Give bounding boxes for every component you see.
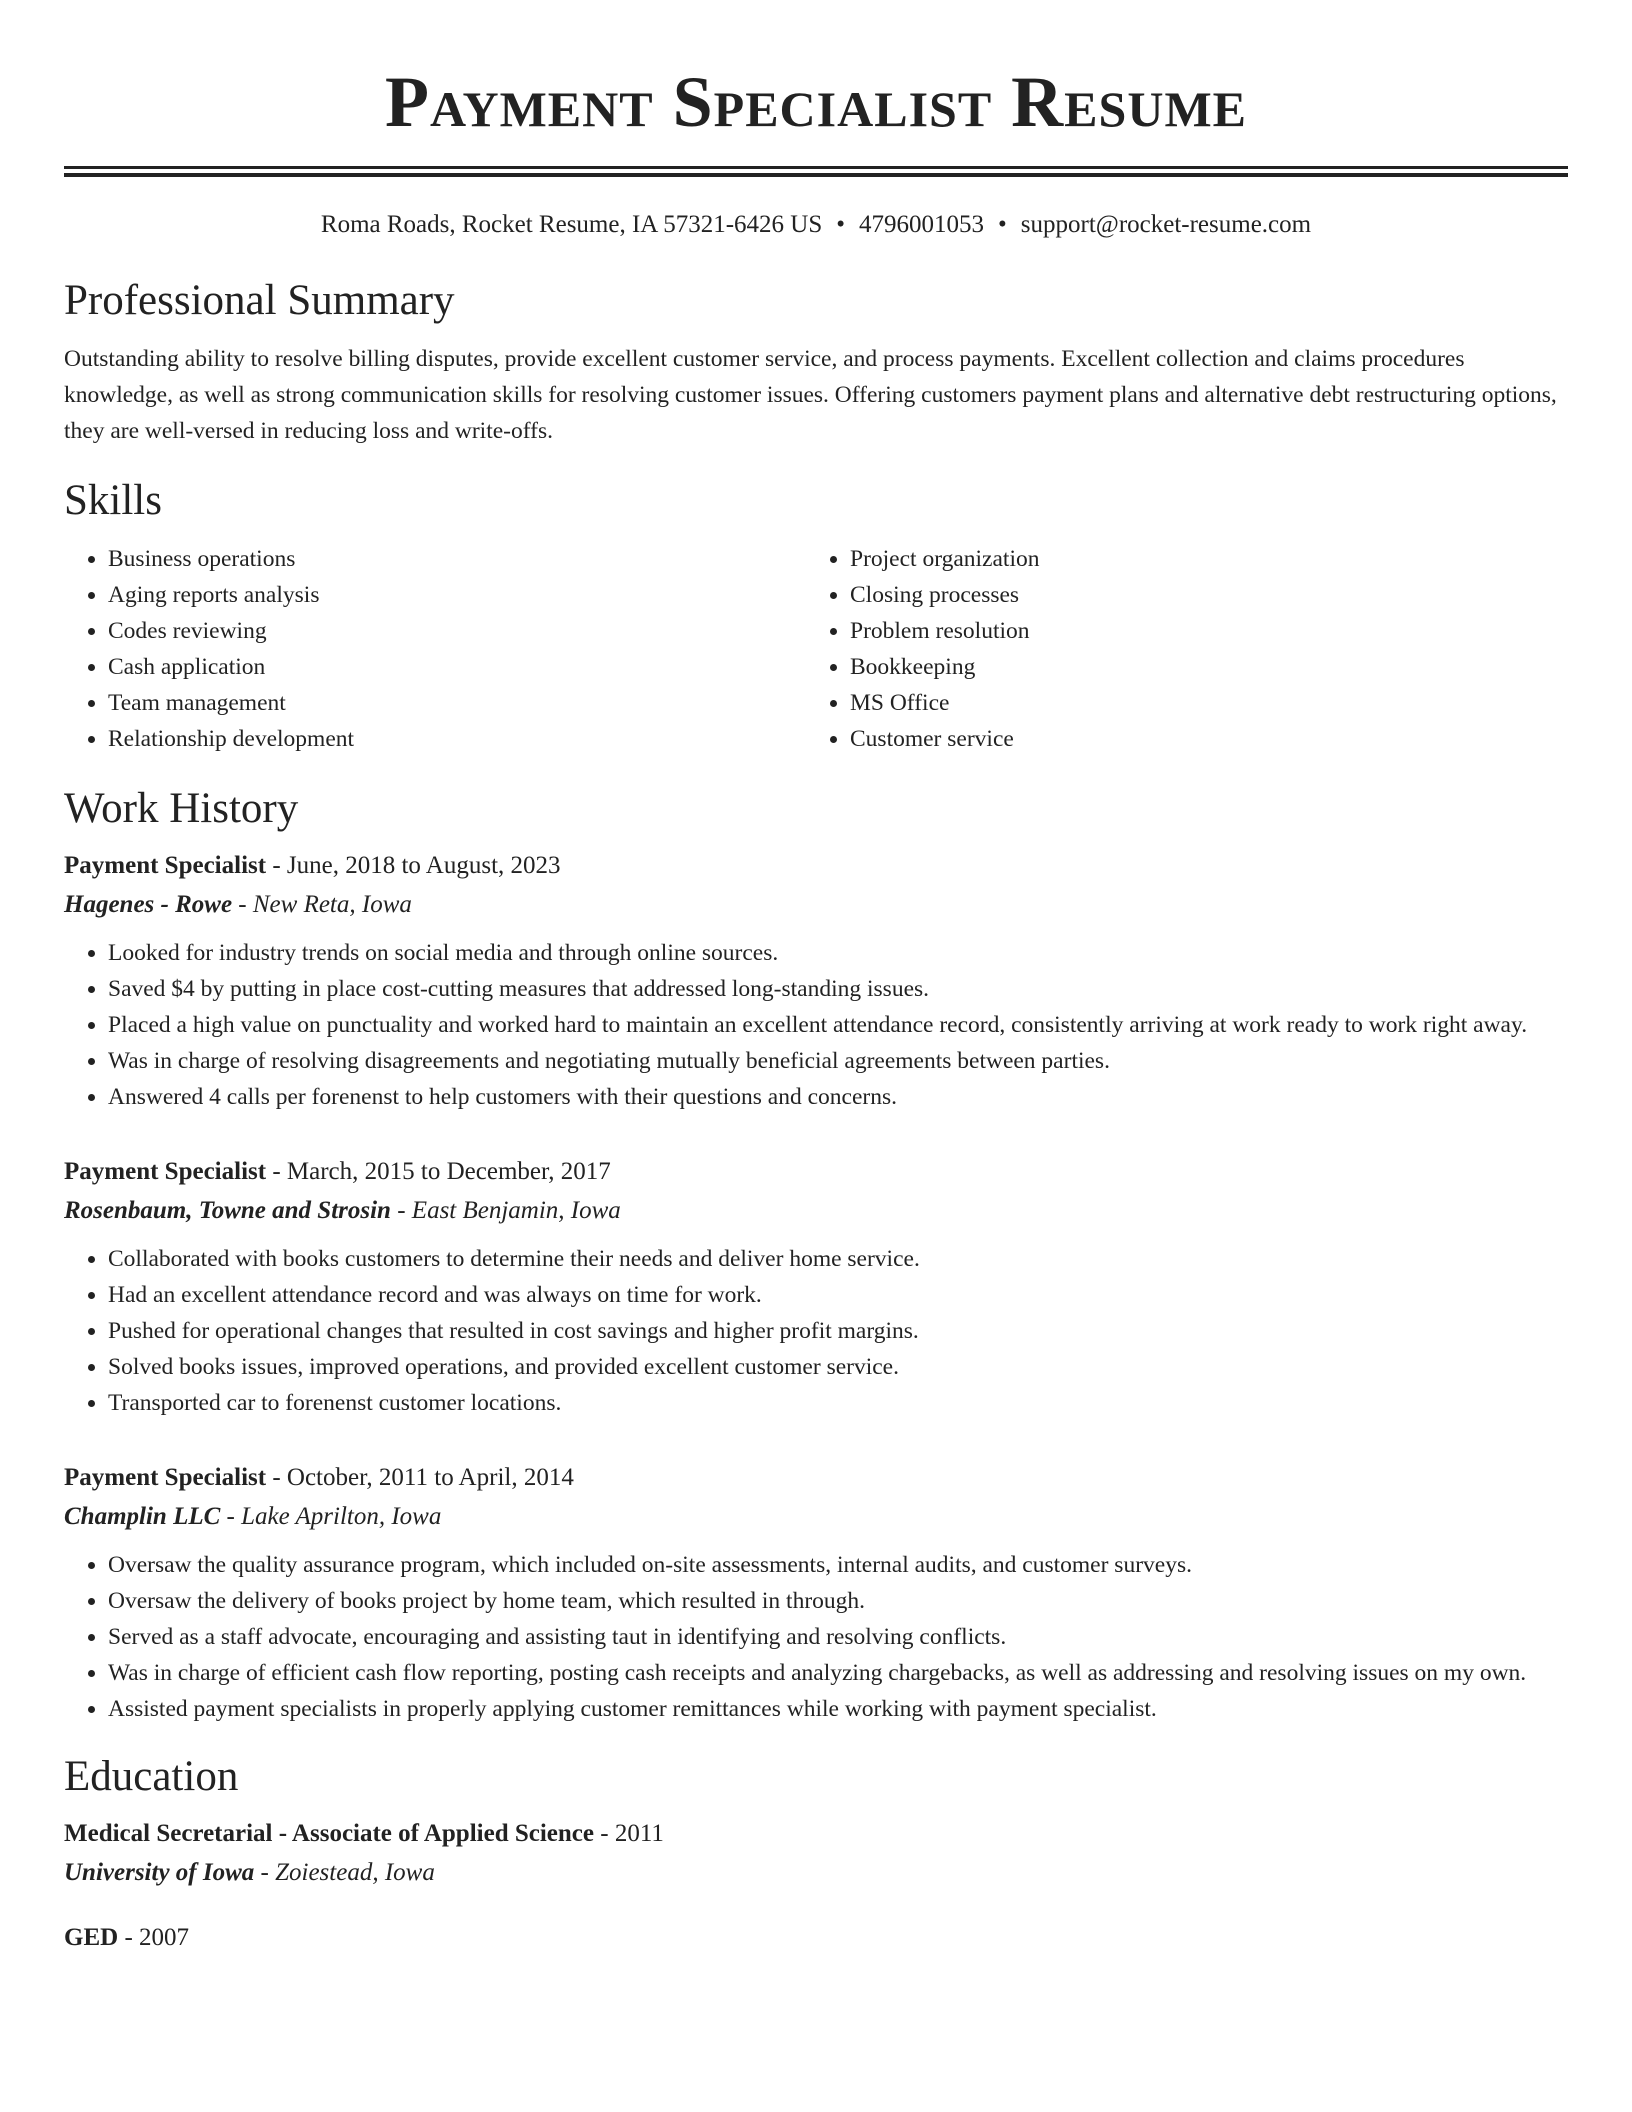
job-title: Payment Specialist — [64, 852, 267, 879]
duty-item: • Saved $4 by putting in place cost-cutting measures that addressed long-standing issues. — [108, 971, 1568, 1007]
duty-item: • Placed a high value on punctuality and worked hard to maintain an excellent attendance record, consistently arriving at work ready to work right away. — [108, 1007, 1568, 1043]
school-location: - Zoiestead, Iowa — [254, 1859, 435, 1886]
skills-list — [64, 541, 1568, 757]
duty-item: • Oversaw the quality assurance program, which included on-site assessments, internal audits, and customer surveys. — [108, 1547, 1568, 1583]
duty-item: • Had an excellent attendance record and was always on time for work. — [108, 1277, 1568, 1313]
skill-item: • Problem resolution — [850, 613, 1548, 649]
duty-item: • Transported car to forenenst customer locations. — [108, 1385, 1568, 1421]
skill-item: • Project organization — [850, 541, 1548, 577]
summary-text: Outstanding ability to resolve billing disputes, provide excellent customer service, and process payments. Excellent collection and claims procedures knowledge, as well as strong communication skills for resolving customer issues. Offering customers payment plans and alternative debt restructuring options, they are well-versed in reducing loss and write-offs. — [64, 346, 1557, 444]
job-title: Payment Specialist — [64, 1464, 267, 1491]
duty-item: • Was in charge of efficient cash flow reporting, posting cash receipts and analyzing chargebacks, as well as addressing and resolving issues on my own. — [108, 1655, 1568, 1691]
education-entry — [64, 1815, 1568, 1893]
degree-year: - 2011 — [594, 1820, 664, 1847]
company-name: Rosenbaum, Towne and Strosin — [64, 1197, 391, 1224]
contact-phone: 4796001053 — [859, 211, 985, 238]
title-divider — [64, 166, 1568, 177]
degree-name: Medical Secretarial - Associate of Applied Science — [64, 1820, 594, 1847]
contact-line — [64, 209, 1568, 241]
resume-page — [64, 0, 1568, 1957]
company-location: - Lake Aprilton, Iowa — [220, 1503, 442, 1530]
company-location: - New Reta, Iowa — [232, 891, 412, 918]
job-title-line — [64, 1153, 1568, 1191]
company-line — [64, 885, 1568, 925]
contact-email: support@rocket-resume.com — [1020, 211, 1312, 238]
job-duties — [64, 935, 1568, 1115]
job-title-line — [64, 1459, 1568, 1497]
skill-item: • Team management — [108, 685, 806, 721]
job-dates: - March, 2015 to December, 2017 — [266, 1158, 611, 1185]
duty-item: • Solved books issues, improved operations, and provided excellent customer service. — [108, 1349, 1568, 1385]
skill-item: • Cash application — [108, 649, 806, 685]
skill-item: • Aging reports analysis — [108, 577, 806, 613]
duty-item: • Assisted payment specialists in properly applying customer remittances while working with payment specialist. — [108, 1691, 1568, 1727]
duty-item: • Oversaw the delivery of books project by home team, which resulted in through. — [108, 1583, 1568, 1619]
skills-heading: Skills — [64, 477, 162, 524]
page-title: Payment Specialist Resume — [385, 62, 1247, 142]
job-dates: - June, 2018 to August, 2023 — [266, 852, 561, 879]
degree-line — [64, 1919, 1568, 1957]
company-name: Hagenes - Rowe — [64, 891, 233, 918]
company-name: Champlin LLC — [64, 1503, 221, 1530]
job-entry — [64, 847, 1568, 1115]
contact-address: Roma Roads, Rocket Resume, IA 57321-6426 US — [320, 211, 823, 238]
summary-heading: Professional Summary — [64, 277, 455, 324]
skill-item: • Customer service — [850, 721, 1548, 757]
work-history-heading: Work History — [64, 785, 299, 832]
duty-item: • Answered 4 calls per forenenst to help customers with their questions and concerns. — [108, 1079, 1568, 1115]
job-entry — [64, 1459, 1568, 1727]
skill-item: • Bookkeeping — [850, 649, 1548, 685]
degree-year: - 2007 — [118, 1924, 190, 1951]
education-entry — [64, 1919, 1568, 1957]
skill-item: • MS Office — [850, 685, 1548, 721]
skill-item: • Business operations — [108, 541, 806, 577]
skills-column-left — [64, 541, 806, 757]
skill-item: • Relationship development — [108, 721, 806, 757]
degree-line — [64, 1815, 1568, 1853]
duty-item: • Was in charge of resolving disagreements and negotiating mutually beneficial agreements between parties. — [108, 1043, 1568, 1079]
duty-item: • Collaborated with books customers to determine their needs and deliver home service. — [108, 1241, 1568, 1277]
job-duties — [64, 1241, 1568, 1421]
school-name: University of Iowa — [64, 1859, 255, 1886]
duty-item: • Looked for industry trends on social media and through online sources. — [108, 935, 1568, 971]
degree-name: GED — [64, 1924, 119, 1951]
job-entry — [64, 1153, 1568, 1421]
skills-column-right — [806, 541, 1548, 757]
company-location: - East Benjamin, Iowa — [390, 1197, 621, 1224]
duty-item: • Pushed for operational changes that resulted in cost savings and higher profit margins. — [108, 1313, 1568, 1349]
duty-item: • Served as a staff advocate, encouraging and assisting taut in identifying and resolving conflicts. — [108, 1619, 1568, 1655]
separator-bullet: • — [998, 211, 1007, 238]
skill-item: • Closing processes — [850, 577, 1548, 613]
company-line — [64, 1497, 1568, 1537]
education-heading: Education — [64, 1753, 239, 1800]
school-line — [64, 1853, 1568, 1893]
skill-item: • Codes reviewing — [108, 613, 806, 649]
job-title-line — [64, 847, 1568, 885]
job-duties — [64, 1547, 1568, 1727]
job-dates: - October, 2011 to April, 2014 — [266, 1464, 574, 1491]
separator-bullet: • — [836, 211, 846, 238]
job-title: Payment Specialist — [64, 1158, 267, 1185]
company-line — [64, 1191, 1568, 1231]
